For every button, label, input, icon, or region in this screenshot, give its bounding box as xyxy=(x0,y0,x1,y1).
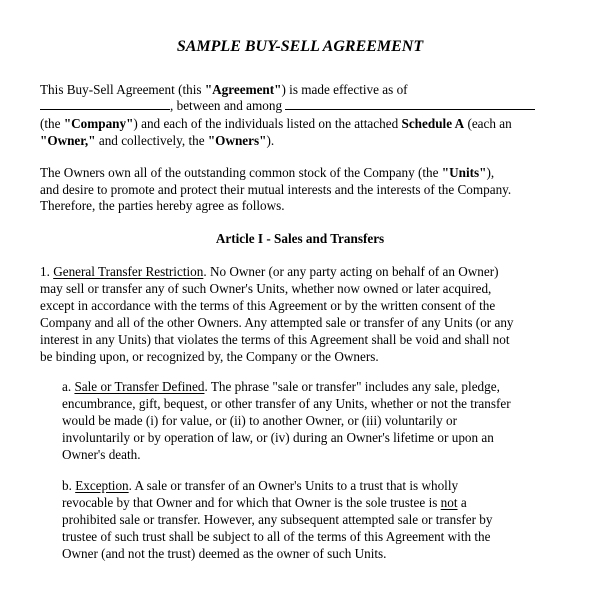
section-b-line-5: Owner (and not the trust) deemed as the owner of such Units. xyxy=(62,546,387,561)
section-1-line-5: interest in any Units) that violates the terms of this Agreement shall be void and shall not xyxy=(40,332,510,347)
intro-line-4 xyxy=(40,132,560,150)
section-number: b. xyxy=(62,478,76,493)
owners-line-1 xyxy=(40,164,560,182)
section-text: . A sale or transfer of an Owner's Units to a trust that is wholly xyxy=(128,478,459,493)
company-term: "Company" xyxy=(63,116,134,131)
date-blank-field[interactable] xyxy=(40,97,170,110)
section-heading: Exception xyxy=(75,478,129,493)
section-a-line-4: involuntarily or by operation of law, or (iv) during an Owner's lifetime or upon an xyxy=(62,430,494,445)
intro-text: and collectively, the xyxy=(95,133,208,148)
section-a-line-3: would be made (i) for value, or (ii) to another Owner, or (iii) voluntarily or xyxy=(62,413,457,428)
section-a-line-1 xyxy=(62,378,582,396)
owners-line-3: Therefore, the parties hereby agree as follows. xyxy=(40,198,285,213)
intro-line-3 xyxy=(40,115,560,133)
section-1-line-1 xyxy=(40,263,560,281)
section-number: a. xyxy=(62,379,75,394)
article-heading: Article I - Sales and Transfers xyxy=(215,231,385,246)
intro-text: ). xyxy=(266,133,275,148)
intro-text: ) is made effective as of xyxy=(281,82,408,97)
intro-text: , between and among xyxy=(170,98,286,113)
document-title: SAMPLE BUY-SELL AGREEMENT xyxy=(176,38,424,55)
section-text: . The phrase "sale or transfer" includes any sale, pledge, xyxy=(204,379,500,394)
intro-text: This Buy-Sell Agreement (this xyxy=(40,82,205,97)
intro-text: (each an xyxy=(464,116,512,131)
section-text: revocable by that Owner and for which that Owner is the sole trustee is xyxy=(62,495,441,510)
section-1-line-6: be binding upon, or recognized by, the Company or the Owners. xyxy=(40,349,379,364)
section-b-line-3: prohibited sale or transfer. However, any subsequent attempted sale or transfer by xyxy=(62,512,493,527)
section-1-line-3: except in accordance with the terms of this Agreement or by the written consent of the xyxy=(40,298,496,313)
intro-text: (the xyxy=(40,116,64,131)
section-b-line-1 xyxy=(62,477,582,495)
section-number: 1. xyxy=(40,264,54,279)
section-b-line-4: trustee of such trust shall be subject to all of the terms of this Agreement with the xyxy=(62,529,491,544)
owners-term: "Owners" xyxy=(207,133,267,148)
schedule-a-term: Schedule A xyxy=(401,116,465,131)
section-heading: Sale or Transfer Defined xyxy=(74,379,205,394)
owners-text: ), xyxy=(486,165,495,180)
section-a-line-5: Owner's death. xyxy=(62,447,141,462)
units-term: "Units" xyxy=(441,165,487,180)
owners-text: The Owners own all of the outstanding common stock of the Company (the xyxy=(40,165,442,180)
section-b-line-2 xyxy=(62,494,582,512)
agreement-term: "Agreement" xyxy=(204,82,282,97)
section-1-line-4: Company and all of the other Owners. Any attempted sale or transfer of any Units (or any xyxy=(40,315,514,330)
section-text: a xyxy=(457,495,467,510)
intro-line-2 xyxy=(40,97,560,115)
not-emphasis: not xyxy=(440,495,458,510)
owner-term: "Owner," xyxy=(40,133,96,148)
company-blank-field[interactable] xyxy=(285,97,535,110)
section-text: . No Owner (or any party acting on behalf of an Owner) xyxy=(203,264,499,279)
section-a-line-2: encumbrance, gift, bequest, or other transfer of any Units, whether or not the transfer xyxy=(62,396,511,411)
section-heading: General Transfer Restriction xyxy=(53,264,204,279)
owners-line-2: and desire to promote and protect their mutual interests and the interests of the Company. xyxy=(40,182,512,197)
intro-text: ) and each of the individuals listed on the attached xyxy=(133,116,402,131)
section-1-line-2: may sell or transfer any of such Owner's Units, whether now owned or later acquired, xyxy=(40,281,492,296)
